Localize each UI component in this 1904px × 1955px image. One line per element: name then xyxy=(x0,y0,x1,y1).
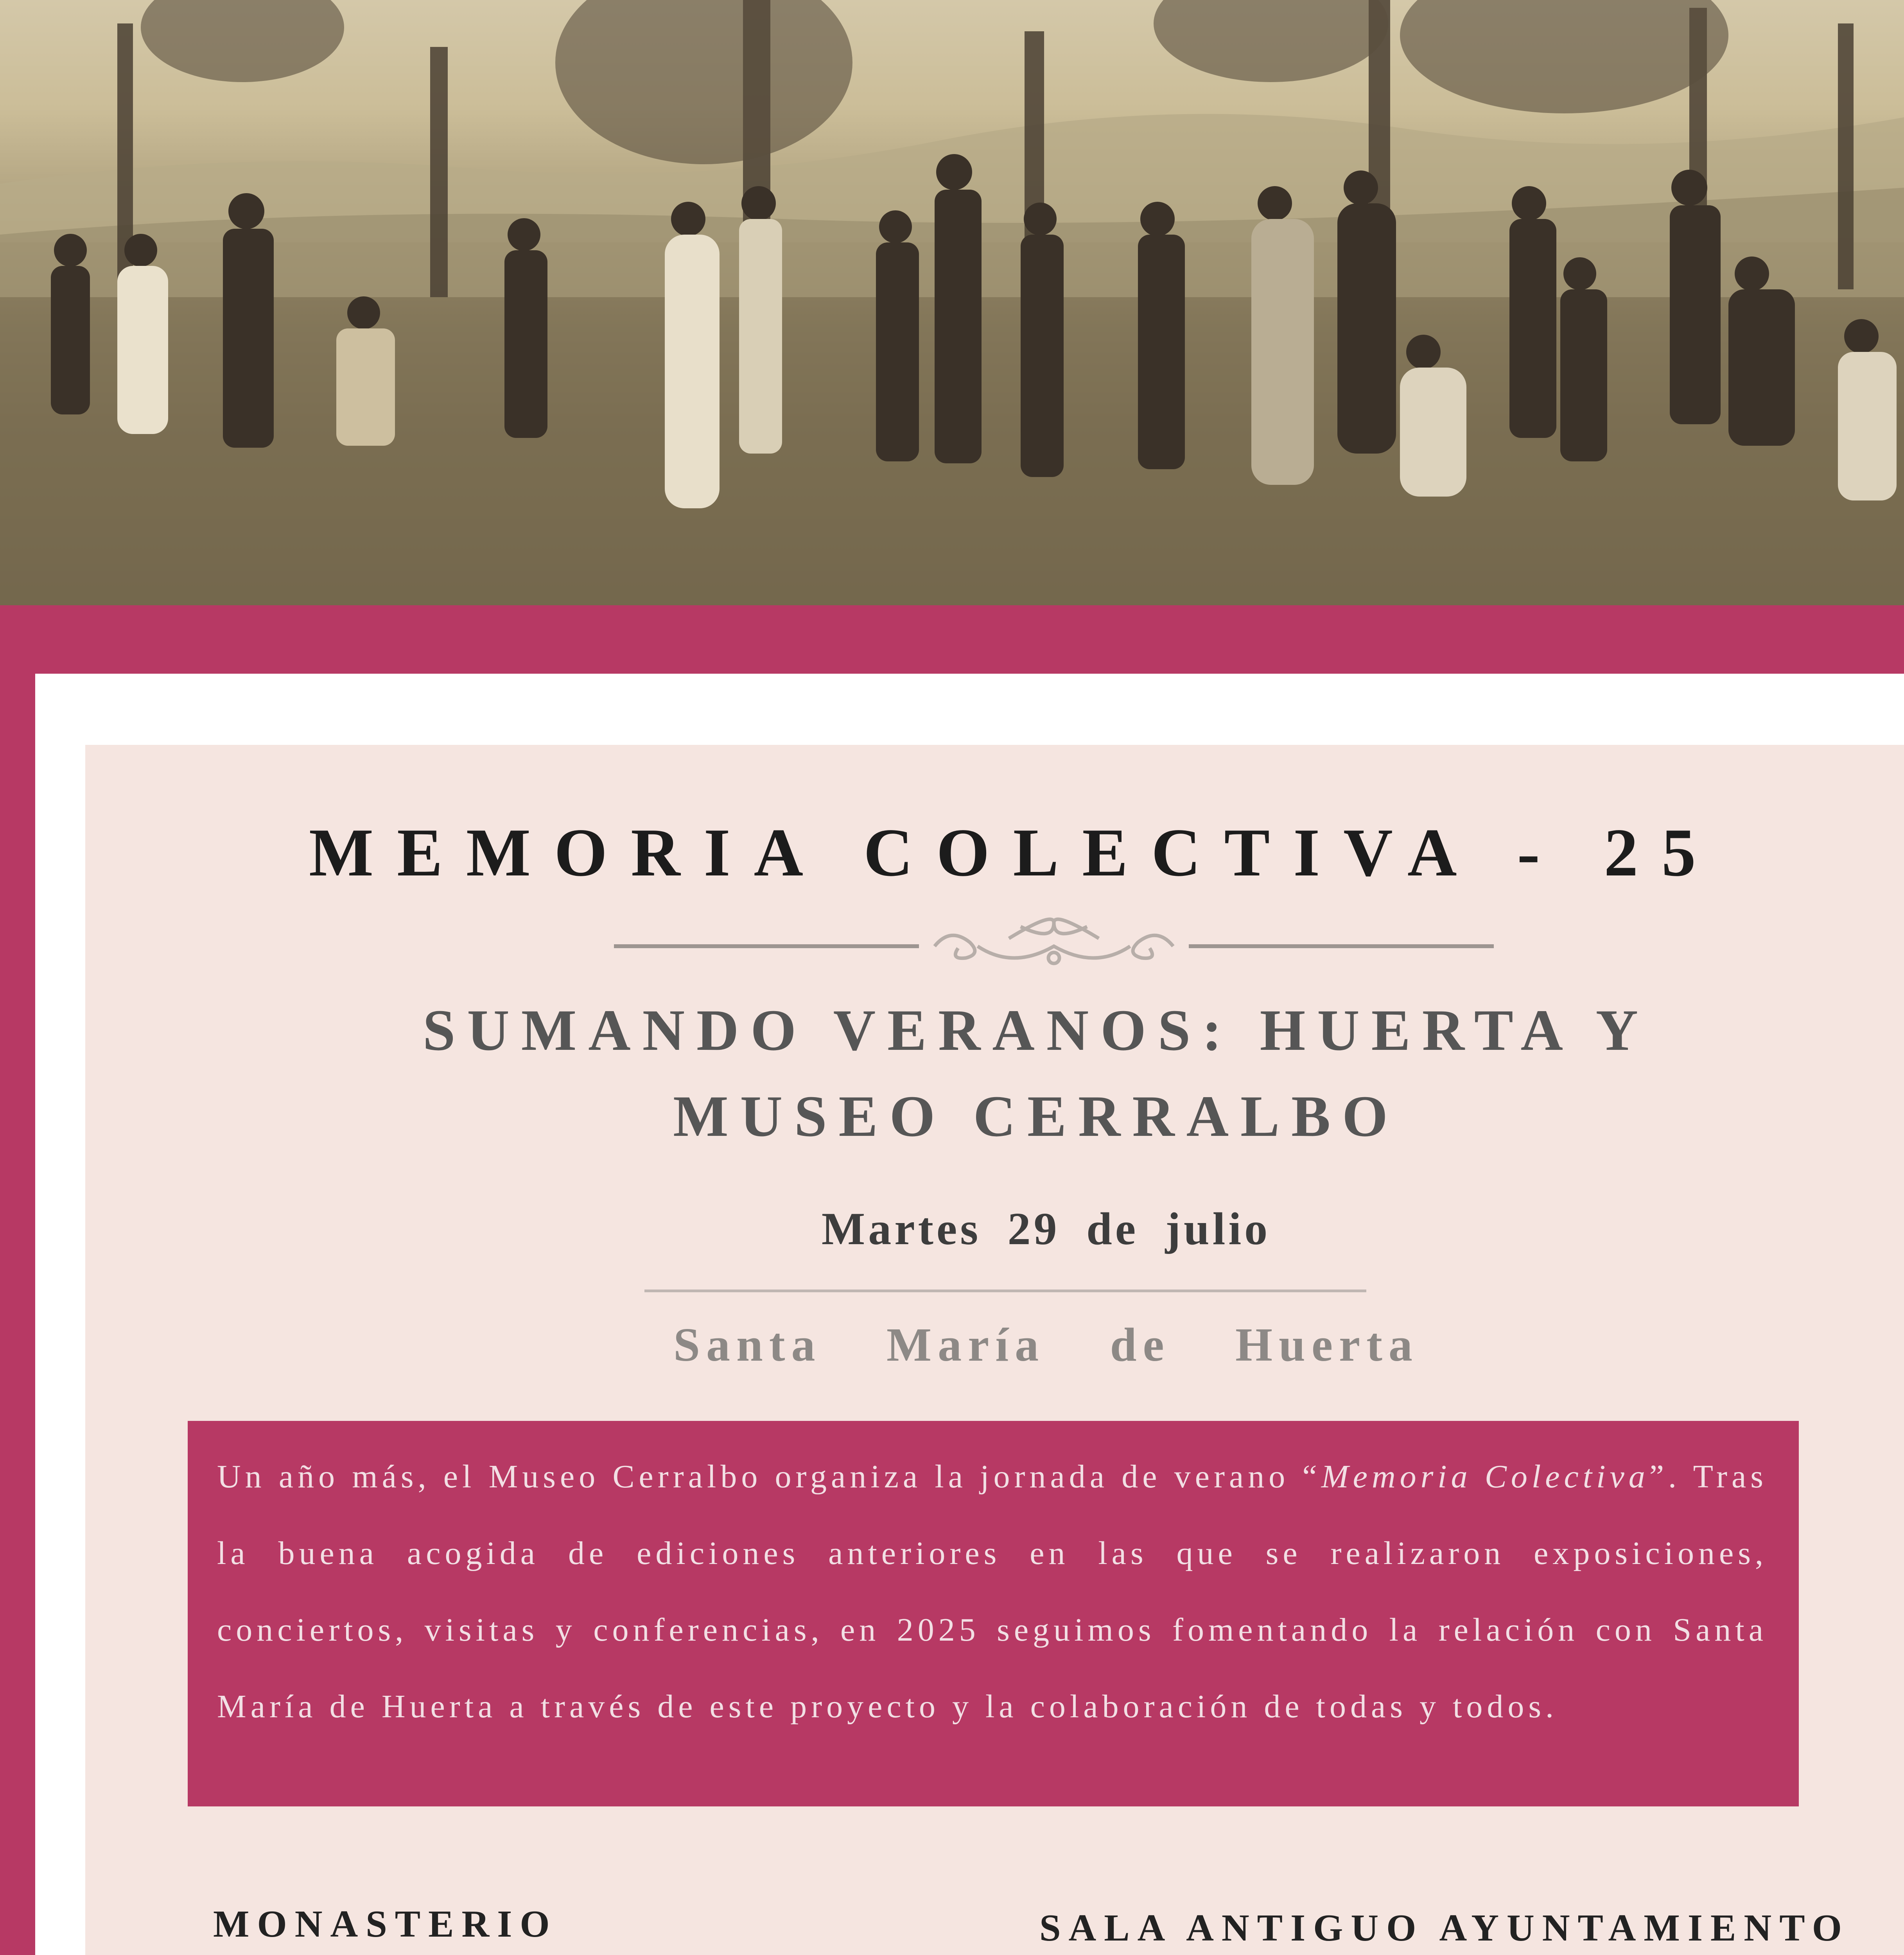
intro-rest: ”. Tras la buena acogida de ediciones anteriores en las que se realizaron exposiciones, conciertos, visitas y conferencias, en 2025 seguimos fomentando la relación con Santa María de Huerta a través de este proyecto y la colaboración de todas y todos. xyxy=(217,1458,1768,1725)
sala-heading: SALA ANTIGUO AYUNTAMIENTO xyxy=(1039,1907,1850,1949)
event-subtitle: SUMANDO VERANOS: HUERTA Y MUSEO CERRALBO xyxy=(423,998,1650,1149)
accent-band-top xyxy=(0,605,1904,674)
date-divider xyxy=(644,1290,1366,1292)
sepia-photo-illustration xyxy=(0,0,1904,605)
intro-paragraph xyxy=(217,1438,1768,1745)
event-date: Martes 29 de julio xyxy=(821,1203,1271,1254)
intro-lead: Un año más, el Museo Cerralbo organiza la jornada de verano “ xyxy=(217,1458,1321,1495)
event-title: MEMORIA COLECTIVA - 25 xyxy=(309,814,1719,890)
event-location: Santa María de Huerta xyxy=(673,1318,1419,1371)
intro-box xyxy=(188,1421,1799,1806)
header-photo xyxy=(0,0,1904,605)
scroll-flourish-divider-icon xyxy=(614,915,1494,978)
accent-band-left xyxy=(0,605,35,1955)
monasterio-heading: MONASTERIO xyxy=(213,1903,558,1945)
intro-emphasis: Memoria Colectiva xyxy=(1321,1458,1649,1495)
